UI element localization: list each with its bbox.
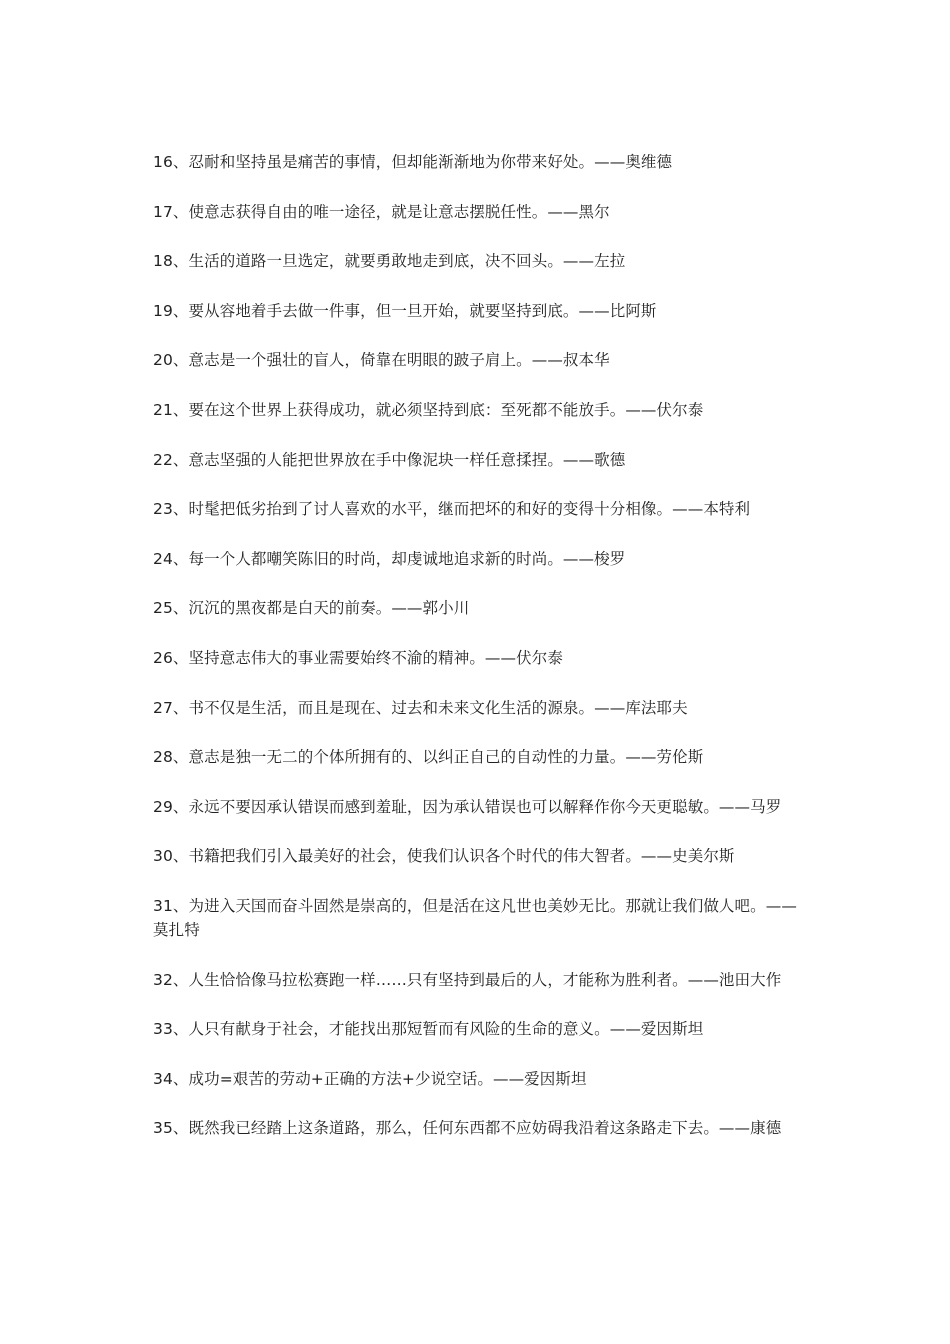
quote-item: 23、时髦把低劣抬到了讨人喜欢的水平，继而把坏的和好的变得十分相像。——本特利 [153, 500, 751, 519]
quote-item: 31、为进入天国而奋斗固然是崇高的，但是活在这凡世也美妙无比。那就让我们做人吧。——莫扎特 [153, 896, 797, 939]
quote-item: 26、坚持意志伟大的事业需要始终不渝的精神。——伏尔泰 [153, 648, 563, 667]
quote-item: 25、沉沉的黑夜都是白天的前奏。——郭小川 [153, 599, 470, 618]
quote-item: 20、意志是一个强壮的盲人，倚靠在明眼的跛子肩上。——叔本华 [153, 351, 610, 370]
quote-item: 29、永远不要因承认错误而感到羞耻，因为承认错误也可以解释作你今天更聪敏。——马罗 [153, 797, 782, 816]
quote-item: 35、既然我已经踏上这条道路，那么，任何东西都不应妨碍我沿着这条路走下去。——康德 [153, 1119, 782, 1138]
quote-item: 21、要在这个世界上获得成功，就必须坚持到底：至死都不能放手。——伏尔泰 [153, 400, 704, 419]
quote-item: 30、书籍把我们引入最美好的社会，使我们认识各个时代的伟大智者。——史美尔斯 [153, 847, 735, 866]
quote-item: 17、使意志获得自由的唯一途径，就是让意志摆脱任性。——黑尔 [153, 202, 610, 221]
quote-item: 22、意志坚强的人能把世界放在手中像泥块一样任意揉捏。——歌德 [153, 450, 626, 469]
quote-item: 24、每一个人都嘲笑陈旧的时尚，却虔诚地追求新的时尚。——梭罗 [153, 549, 626, 568]
quote-list [153, 150, 803, 1166]
quote-item: 16、忍耐和坚持虽是痛苦的事情，但却能渐渐地为你带来好处。——奥维德 [153, 153, 673, 171]
quote-item: 28、意志是独一无二的个体所拥有的、以纠正自己的自动性的力量。——劳伦斯 [153, 748, 704, 767]
quote-item: 32、人生恰恰像马拉松赛跑一样……只有坚持到最后的人，才能称为胜利者。——池田大作 [153, 970, 782, 989]
quote-item: 34、成功=艰苦的劳动+正确的方法+少说空话。——爱因斯坦 [153, 1069, 587, 1088]
quote-item: 18、生活的道路一旦选定，就要勇敢地走到底，决不回头。——左拉 [153, 252, 626, 271]
quote-item: 33、人只有献身于社会，才能找出那短暂而有风险的生命的意义。——爱因斯坦 [153, 1020, 704, 1039]
quote-item: 19、要从容地着手去做一件事，但一旦开始，就要坚持到底。——比阿斯 [153, 301, 657, 320]
quote-item: 27、书不仅是生活，而且是现在、过去和未来文化生活的源泉。——库法耶夫 [153, 698, 688, 717]
